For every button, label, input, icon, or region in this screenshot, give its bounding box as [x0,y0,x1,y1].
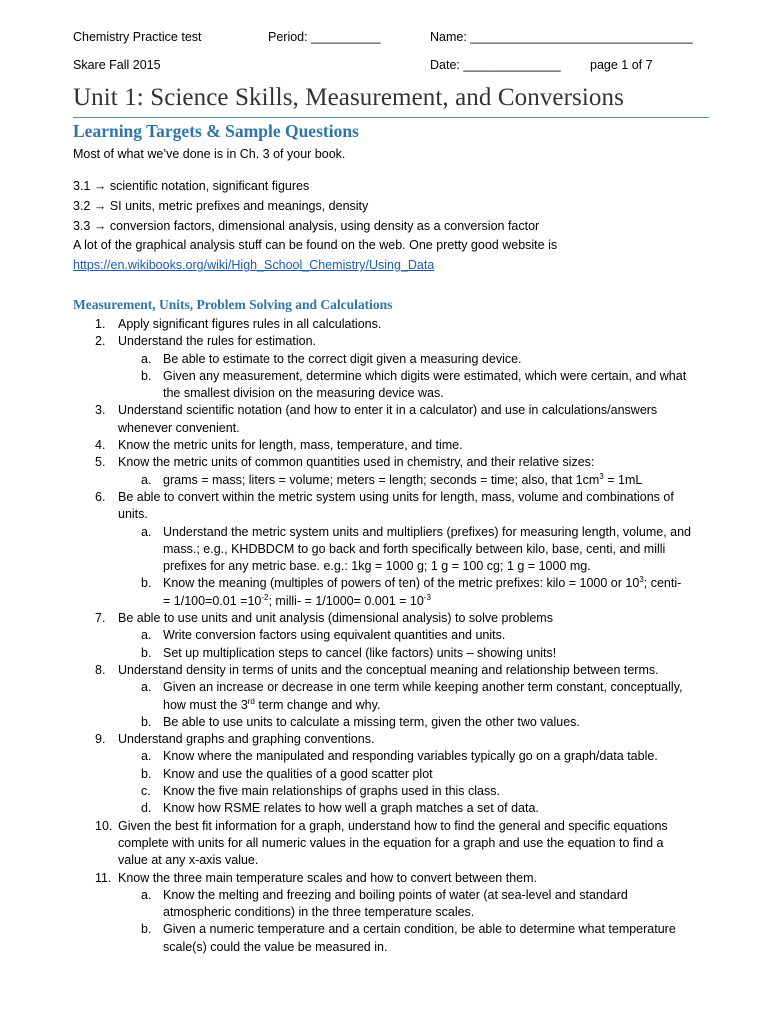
list-item [73,731,713,748]
date-field: Date: ______________ [430,58,561,72]
sub-item-letter: b. [141,368,152,383]
sub-item [73,714,713,731]
sub-item [73,800,713,817]
item-number: 5. [95,455,106,470]
sub-item [73,887,713,922]
list-item [73,489,713,524]
item-number: 4. [95,438,106,453]
sub-item [73,748,713,765]
item-number: 11. [95,870,112,885]
item-number: 10. [95,818,113,833]
sub-item [73,766,713,783]
sub-item-text: Given a numeric temperature and a certain condition, be able to determine what temperature [163,922,676,937]
sub-item-text: Know how RSME relates to how well a graph matches a set of data. [163,801,539,816]
sub-item-text: scale(s) could the value be measured in. [163,939,388,954]
sub-item [73,524,713,576]
list-item [73,316,713,333]
item-text: value at any x-axis value. [118,853,259,868]
sub-item-text: Know the meaning (multiples of powers of ten) of the metric prefixes: kilo = 1000 or $10^3$; centi- [163,575,682,591]
sub-item-letter: a. [141,628,152,643]
item-text: Be able to convert within the metric system using units for length, mass, volume and combinations of [118,489,674,504]
list-item [73,437,713,454]
list-item [73,870,713,887]
sub-item-text: Given any measurement, determine which digits were estimated, which were certain, and what [163,368,687,383]
item-number: 2. [95,334,106,349]
sub-item-letter: a. [141,524,152,539]
sub-item-text: Write conversion factors using equivalent quantities and units. [163,628,506,643]
page-title: Unit 1: Science Skills, Measurement, and Conversions [73,84,624,111]
sub-item-letter: b. [141,766,152,781]
sub-item-letter: b. [141,714,152,729]
item-text: units. [118,507,148,522]
sub-item-letter: c. [141,784,151,799]
sub-item-text: Given an increase or decrease in one term while keeping another term constant, conceptually, [163,680,683,695]
sub-item [73,472,713,489]
list-item [73,333,713,350]
sub-item [73,645,713,662]
sub-item-letter: a. [141,887,152,902]
sub-item [73,679,713,714]
list-item [73,662,713,679]
item-number: 1. [95,317,106,331]
sub-item-letter: b. [141,645,152,660]
section-heading: Learning Targets & Sample Questions [73,121,359,141]
objectives-list [73,316,713,956]
sub-item-text: Know the melting and freezing and boiling points of water (at sea-level and standard [163,887,628,902]
item-number: 7. [95,611,106,626]
sub-item-text: grams = mass; liters = volume; meters = length; seconds = time; also, that $1cm^3 = 1mL$ [163,471,643,487]
sub-item-letter: d. [141,801,152,816]
sub-item-letter: a. [141,472,152,487]
intro-text: Most of what we’ve done is in Ch. 3 of your book. [73,147,346,161]
item-text: Understand graphs and graphing conventions. [118,732,375,747]
sub-item-text: Know where the manipulated and responding variables typically go on a graph/data table. [163,749,658,764]
wikibooks-link[interactable]: https://en.wikibooks.org/wiki/High_School_Chemistry/Using_Data [73,258,435,272]
sub-item-text: prefixes for any metric base. e.g.: 1kg = 1000 g; 1 g = 100 cg; 1 g = 1000 mg. [163,559,591,574]
item-text: Apply significant figures rules in all calculations. [118,317,382,331]
title-divider [73,117,709,118]
sub-item-text: mass.; e.g., KHDBDCM to go back and forth specifically between kilo, base, centi, and milli [163,541,666,556]
item-text: whenever convenient. [118,420,240,435]
item-text: Understand density in terms of units and the conceptual meaning and relationship between terms. [118,662,659,677]
sub-item-text: the smallest division on the measuring device was. [163,386,444,401]
sub-item-text: atmospheric conditions) in the three temperature scales. [163,905,475,920]
sub-item-text: Know and use the qualities of a good scatter plot [163,766,433,781]
sub-item-letter: a. [141,351,152,366]
item-text: Know the three main temperature scales and how to convert between them. [118,870,537,885]
item-text: Given the best fit information for a graph, understand how to find the general and specific equations [118,818,668,833]
item-text: Understand the rules for estimation. [118,334,317,349]
item-text: Know the metric units of common quantities used in chemistry, and their relative sizes: [118,455,595,470]
target-3-2: 3.2 → SI units, metric prefixes and meanings, density [73,199,369,213]
sub-item [73,368,713,403]
sub-item [73,921,713,956]
item-number: 9. [95,732,106,747]
sub-item-letter: b. [141,922,152,937]
sub-item-text: Understand the metric system units and multipliers (prefixes) for measuring length, volume, and [163,524,692,539]
sub-item [73,351,713,368]
target-3-1: 3.1 → scientific notation, significant figures [73,179,310,193]
graph-note: A lot of the graphical analysis stuff can be found on the web. One pretty good website is [73,238,558,252]
list-item [73,454,713,471]
item-text: Know the metric units for length, mass, temperature, and time. [118,438,463,453]
course-label: Chemistry Practice test [73,30,202,44]
item-text: Understand scientific notation (and how to enter it in a calculator) and use in calculations/answers [118,403,658,418]
target-3-3: 3.3 → conversion factors, dimensional analysis, using density as a conversion factor [73,219,540,233]
sub-item [73,627,713,644]
period-field: Period: __________ [268,30,381,44]
sub-item-text: Be able to use units to calculate a missing term, given the other two values. [163,714,580,729]
list-item [73,610,713,627]
item-text: complete with units for all numeric values in the equation for a graph and use the equation to find a [118,835,664,850]
subheading: Measurement, Units, Problem Solving and Calculations [73,297,393,312]
sub-item-text: = $1/100=0.01 =10^{-2}$; milli- = $1/1000= 0.001 = 10^{-3}$ [163,592,431,608]
sub-item [73,575,713,610]
sub-item-letter: a. [141,749,152,764]
name-field: Name: ________________________________ [430,30,693,44]
item-text: Be able to use units and unit analysis (dimensional analysis) to solve problems [118,611,553,626]
list-item [73,818,713,870]
sub-item-letter: a. [141,680,152,695]
sub-item-text: how must the 3rd term change and why. [163,696,381,712]
sub-item-text: Set up multiplication steps to cancel (like factors) units – showing units! [163,645,557,660]
list-item [73,402,713,437]
item-number: 6. [95,489,106,504]
term-label: Skare Fall 2015 [73,58,161,72]
item-number: 3. [95,403,106,418]
sub-item [73,783,713,800]
sub-item-letter: b. [141,576,152,591]
page-number: page 1 of 7 [590,58,653,72]
item-number: 8. [95,662,106,677]
sub-item-text: Be able to estimate to the correct digit given a measuring device. [163,351,522,366]
sub-item-text: Know the five main relationships of graphs used in this class. [163,784,500,799]
